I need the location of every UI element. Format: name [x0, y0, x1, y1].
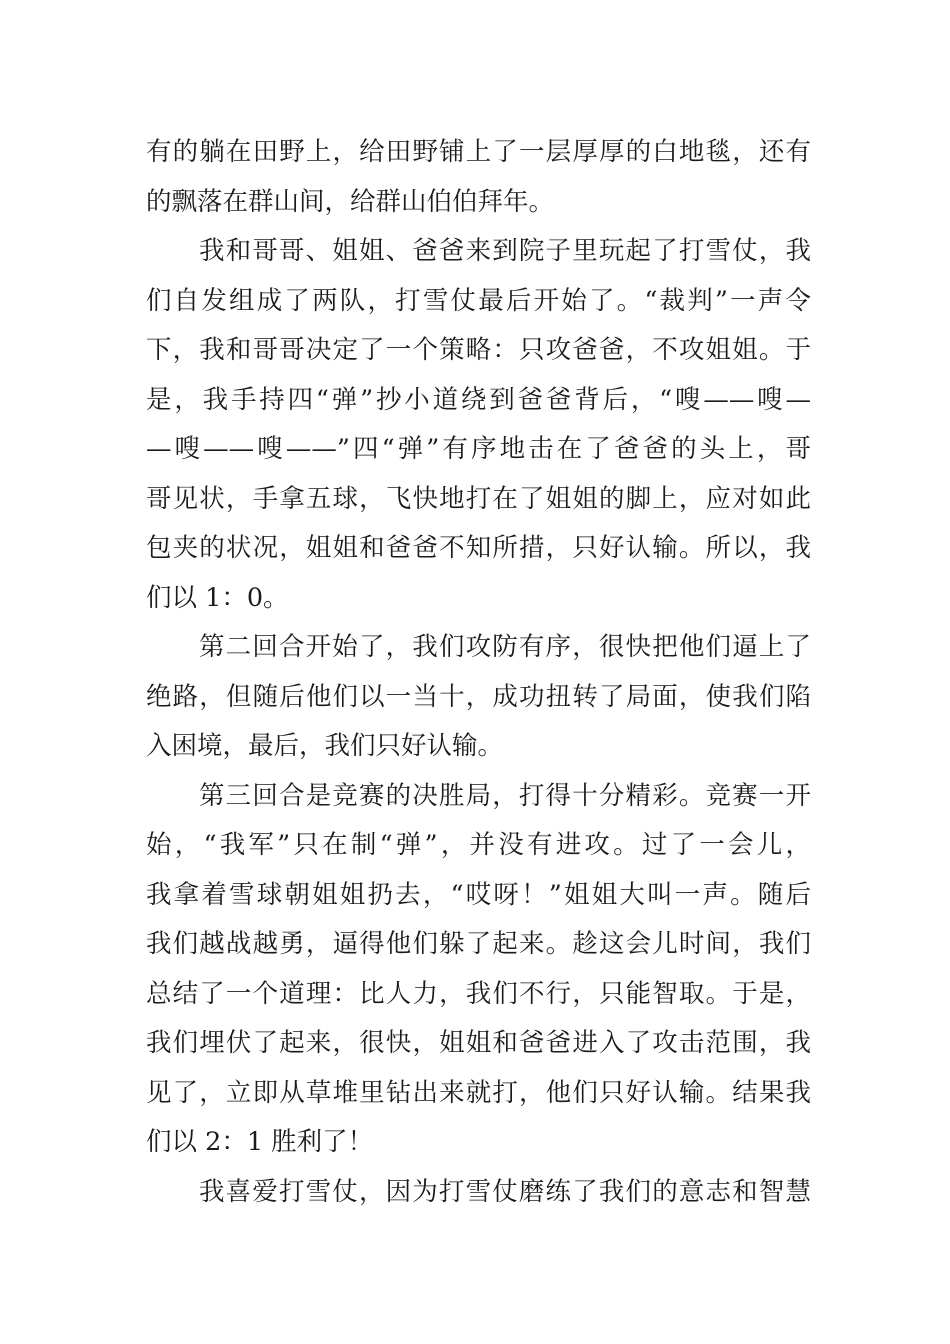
- text-line: 见了，立即从草堆里钻出来就打，他们只好认输。结果我: [146, 1077, 811, 1108]
- text-line: 我和哥哥、姐姐、爸爸来到院子里玩起了打雪仗，我: [199, 236, 811, 266]
- text-line: —嗖——嗖——”四“弹”有序地击在了爸爸的头上，哥: [146, 434, 811, 464]
- text-line: 我喜爱打雪仗，因为打雪仗磨练了我们的意志和智慧: [199, 1176, 811, 1207]
- text-line: 第三回合是竞赛的决胜局，打得十分精彩。竞赛一开: [199, 780, 811, 811]
- text-line: 的飘落在群山间，给群山伯伯拜年。: [146, 186, 555, 217]
- text-line: 总结了一个道理：比人力，我们不行，只能智取。于是，: [146, 978, 811, 1009]
- text-line: 们以 1：0。: [146, 582, 289, 613]
- text-line: 始，“我军”只在制“弹”，并没有进攻。过了一会儿，: [146, 830, 811, 860]
- text-line: 们以 2：1 胜利了！: [146, 1127, 374, 1157]
- text-line: 有的躺在田野上，给田野铺上了一层厚厚的白地毯，还有: [146, 137, 811, 167]
- text-line: 是，我手持四“弹”抄小道绕到爸爸背后，“嗖——嗖—: [146, 384, 811, 415]
- text-line: 入困境，最后，我们只好认输。: [146, 731, 504, 761]
- essay-body: [146, 128, 811, 1217]
- text-line: 我们越战越勇，逼得他们躲了起来。趁这会儿时间，我们: [146, 929, 811, 959]
- text-line: 第二回合开始了，我们攻防有序，很快把他们逼上了: [199, 632, 811, 662]
- text-line: 哥见状，手拿五球，飞快地打在了姐姐的脚上，应对如此: [146, 483, 811, 514]
- text-line: 包夹的状况，姐姐和爸爸不知所措，只好认输。所以，我: [146, 533, 811, 563]
- text-line: 我拿着雪球朝姐姐扔去，“哎呀！”姐姐大叫一声。随后: [146, 879, 811, 910]
- text-line: 绝路，但随后他们以一当十，成功扭转了局面，使我们陷: [146, 681, 811, 712]
- text-line: 下，我和哥哥决定了一个策略：只攻爸爸，不攻姐姐。于: [146, 335, 811, 365]
- text-line: 我们埋伏了起来，很快，姐姐和爸爸进入了攻击范围，我: [146, 1028, 811, 1058]
- text-line: 们自发组成了两队，打雪仗最后开始了。“裁判”一声令: [146, 285, 811, 316]
